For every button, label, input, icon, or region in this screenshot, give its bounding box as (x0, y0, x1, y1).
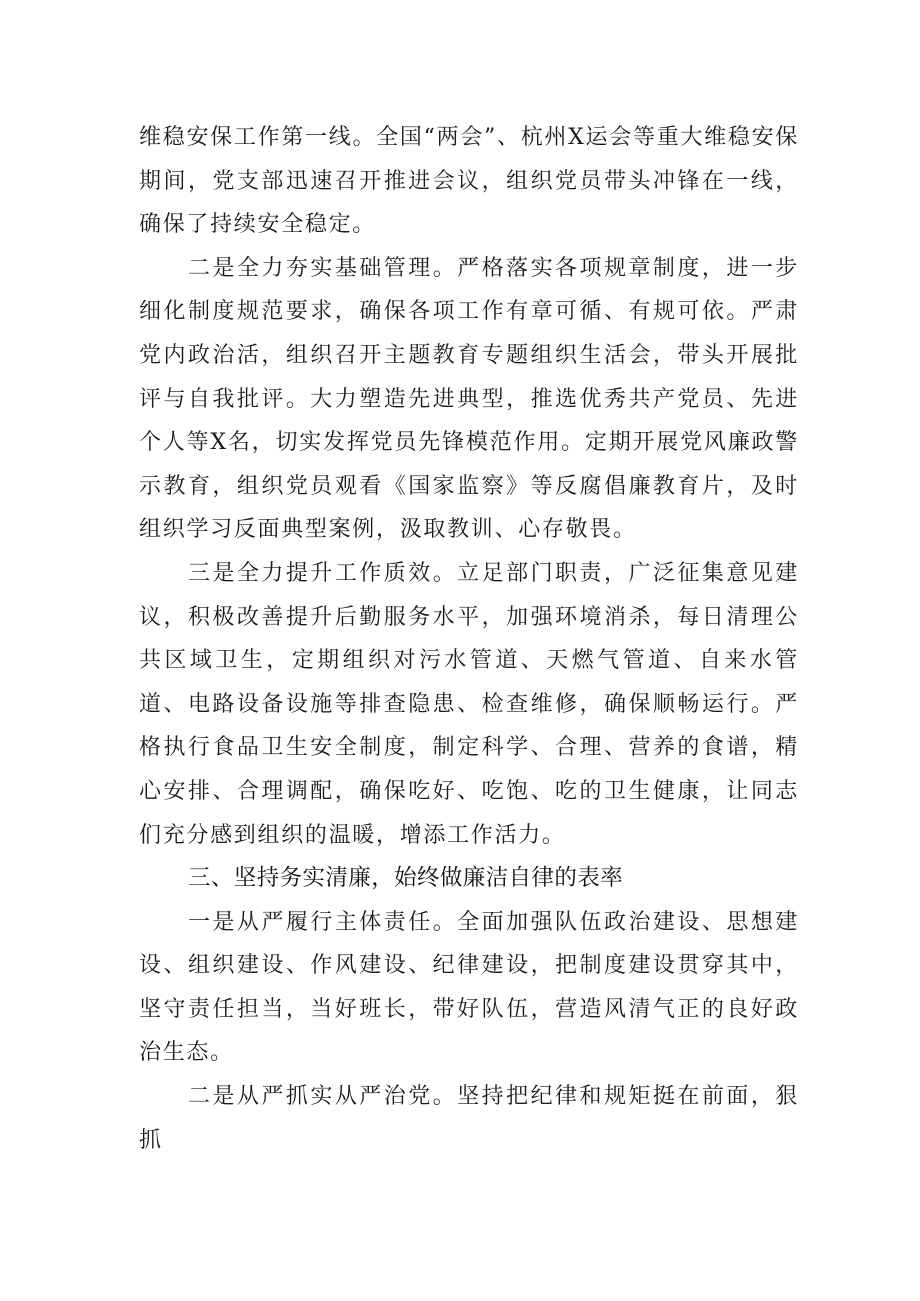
document-body (139, 116, 799, 1162)
paragraph-continuation: 维稳安保工作第一线。全国“两会”、杭州X运会等重大维稳安保期间，党支部迅速召开推进会议，组织党员带头冲锋在一线，确保了持续安全稳定。 (139, 125, 799, 238)
section-heading: 三、坚持务实清廉，始终做廉洁自律的表率 (188, 865, 624, 892)
paragraph-work-efficiency: 三是全力提升工作质效。立足部门职责，广泛征集意见建议，积极改善提升后勤服务水平，加强环境消杀，每日清理公共区域卫生，定期组织对污水管道、天燃气管道、自来水管道、电路设备设施等排查隐患、检查维修，确保顺畅运行。严格执行食品卫生安全制度，制定科学、合理、营养的食谱，精心安排、合理调配，确保吃好、吃饱、吃的卫生健康，让同志们充分感到组织的温暖，增添工作活力。 (139, 560, 799, 848)
paragraph-main-responsibility: 一是从严履行主体责任。全面加强队伍政治建设、思想建设、组织建设、作风建设、纪律建设，把制度建设贯穿其中，坚守责任担当，当好班长，带好队伍，营造风清气正的良好政治生态。 (139, 909, 799, 1066)
paragraph-foundation-management: 二是全力夯实基础管理。严格落实各项规章制度，进一步细化制度规范要求，确保各项工作有章可循、有规可依。严肃党内政治活，组织召开主题教育专题组织生活会，带头开展批评与自我批评。大力塑造先进典型，推选优秀共产党员、先进个人等X名，切实发挥党员先锋模范作用。定期开展党风廉政警示教育，组织党员观看《国家监察》等反腐倡廉教育片，及时组织学习反面典型案例，汲取教训、心存敬畏。 (139, 255, 799, 543)
paragraph-party-governance: 二是从严抓实从严治党。坚持把纪律和规矩挺在前面，狠抓 (139, 1084, 799, 1153)
